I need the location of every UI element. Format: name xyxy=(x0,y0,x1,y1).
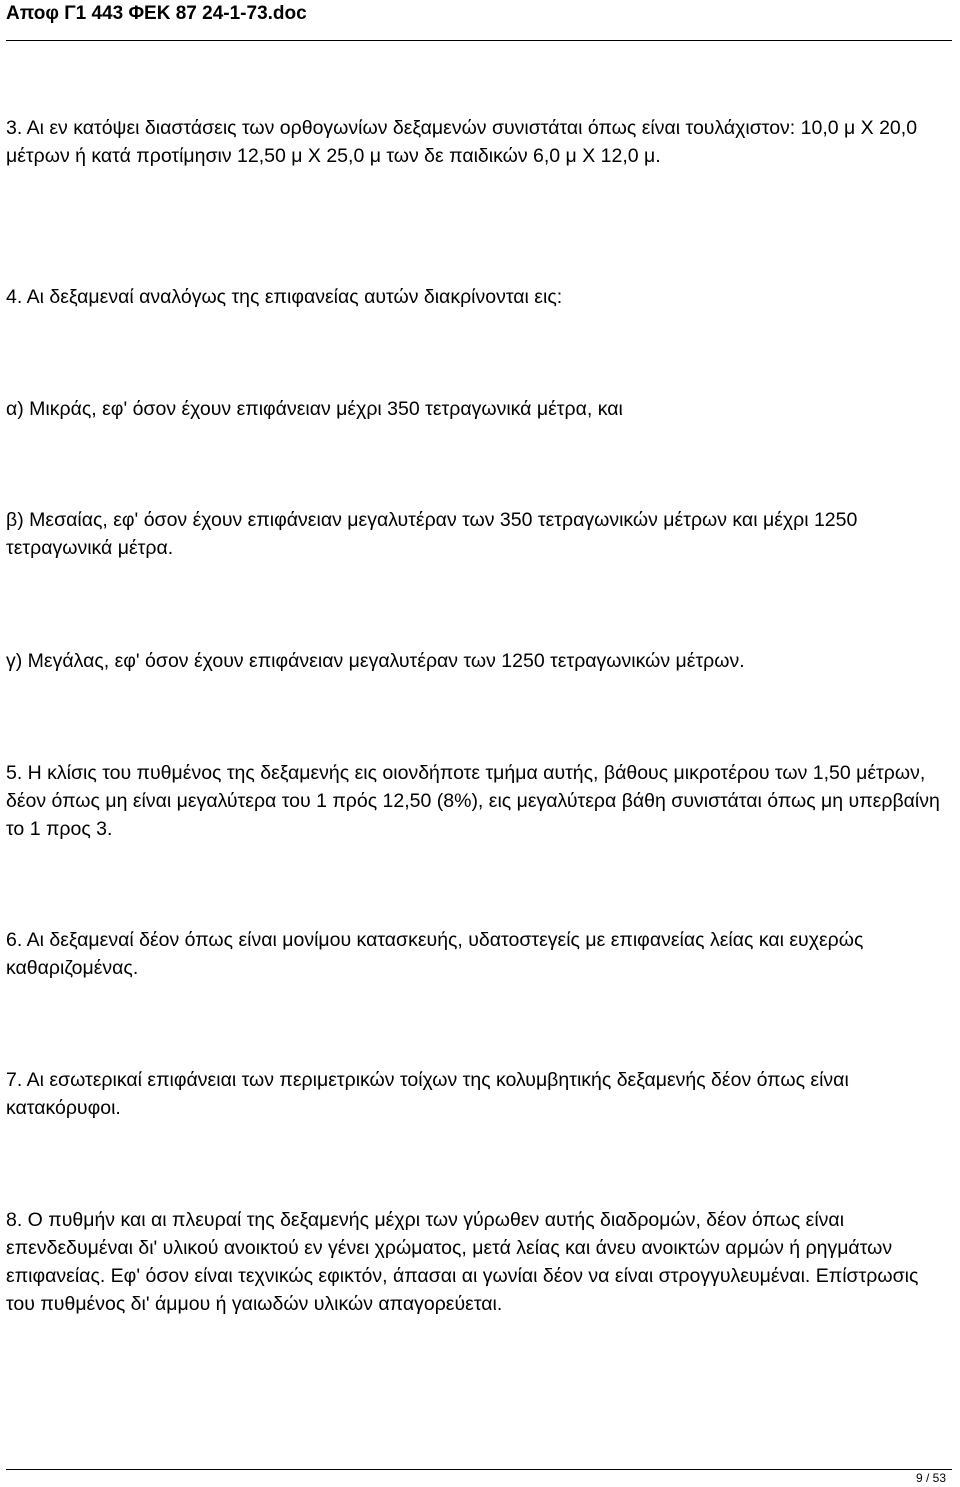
paragraph-8: 8. Ο πυθμήν και αι πλευραί της δεξαμενής μέχρι των γύρωθεν αυτής διαδρομών, δέον όπως είναι επενδεδυμέναι δι' υλικού ανοικτού εν γένει χρώματος, μετά λείας και άνευ ανοικτών αρμών ή ρηγμάτων επιφανείας. Εφ' όσον είναι τεχνικώς εφικτόν, άπασαι αι γωνίαι δέον να είναι στρογγυλευμέναι. Επίστρωσις του πυθμένος δι' άμμου ή γαιωδών υλικών απαγορεύεται. xyxy=(6,1209,919,1315)
paragraph-4c: γ) Μεγάλας, εφ' όσον έχουν επιφάνειαν μεγαλυτέραν των 1250 τετραγωνικών μέτρων. xyxy=(6,650,745,672)
footer-divider xyxy=(6,1469,952,1470)
page-number: 9 / 53 xyxy=(915,1471,946,1485)
paragraph-4b: β) Μεσαίας, εφ' όσον έχουν επιφάνειαν μεγαλυτέραν των 350 τετραγωνικών μέτρων και μέχρι 1250 τετραγωνικά μέτρα. xyxy=(6,509,858,559)
document-header xyxy=(0,0,952,46)
paragraph-4a: α) Μικράς, εφ' όσον έχουν επιφάνειαν μέχρι 350 τετραγωνικά μέτρα, και xyxy=(6,398,623,420)
paragraph-5: 5. Η κλίσις του πυθμένος της δεξαμενής εις οιονδήποτε τμήμα αυτής, βάθους μικροτέρου των 1,50 μέτρων, δέον όπως μη είναι μεγαλύτερα του 1 πρός 12,50 (8%), εις μεγαλύτερα βάθη συνιστάται όπως μη υπερβαίνη το 1 προς 3. xyxy=(6,762,940,840)
paragraph-4: 4. Αι δεξαμεναί αναλόγως της επιφανείας αυτών διακρίνονται εις: xyxy=(6,286,563,308)
paragraph-7: 7. Αι εσωτερικαί επιφάνειαι των περιμετρικών τοίχων της κολυμβητικής δεξαμενής δέον όπως είναι κατακόρυφοι. xyxy=(6,1069,849,1119)
paragraph-6: 6. Αι δεξαμεναί δέον όπως είναι μονίμου κατασκευής, υδατοστεγείς με επιφανείας λείας και ευχερώς καθαριζομένας. xyxy=(6,929,864,979)
header-divider xyxy=(6,40,952,41)
paragraph-3: 3. Αι εν κατόψει διαστάσεις των ορθογωνίων δεξαμενών συνιστάται όπως είναι τουλάχιστον: 10,0 μ Χ 20,0 μέτρων ή κατά προτίμησιν 12,50 μ Χ 25,0 μ των δε παιδικών 6,0 μ Χ 12,0 μ. xyxy=(6,117,918,167)
document-title: Αποφ Γ1 443 ΦΕΚ 87 24-1-73.doc xyxy=(6,3,307,24)
